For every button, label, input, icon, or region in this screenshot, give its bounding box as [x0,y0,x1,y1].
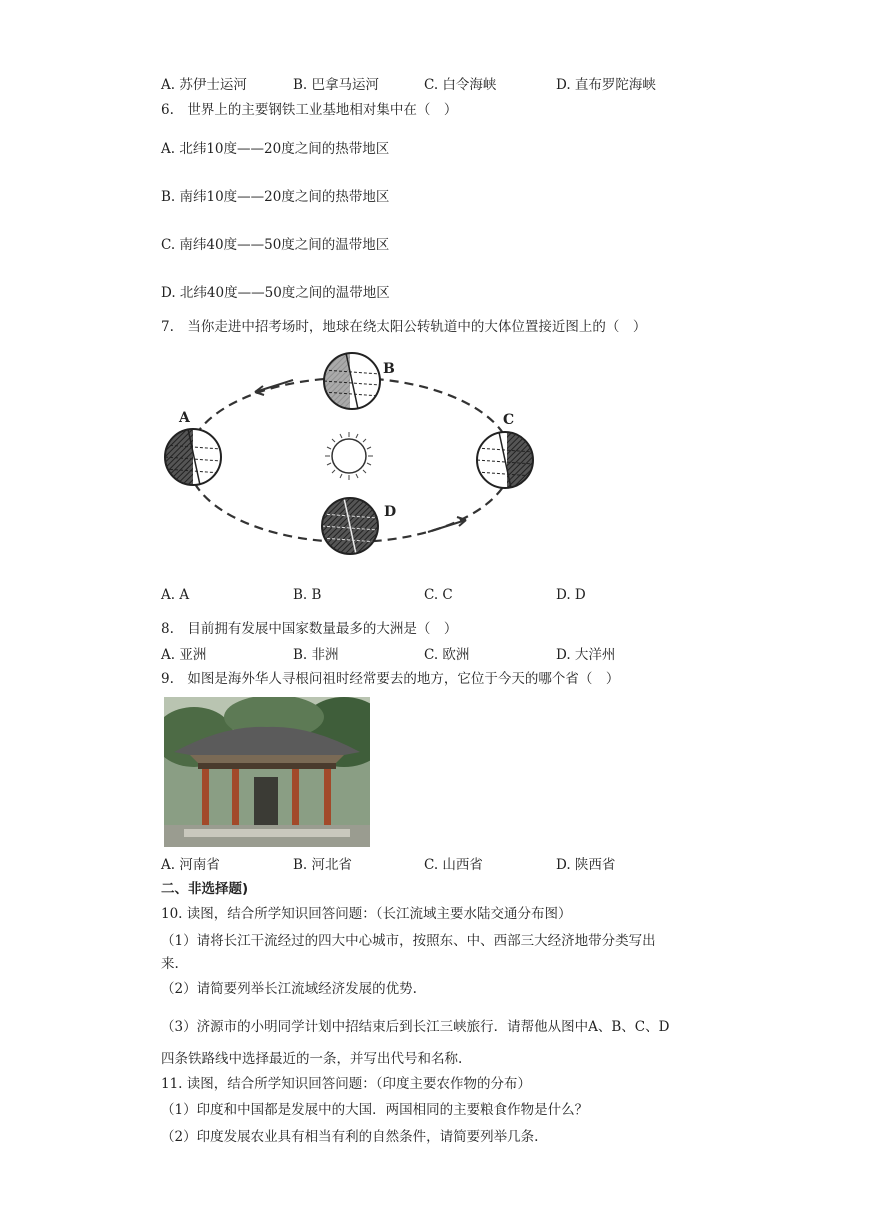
q6-option-a: A. 北纬10度——20度之间的热带地区 [161,141,390,157]
earth-position-c [477,432,535,488]
q10-stem: 10. 读图，结合所学知识回答问题：（长江流域主要水陆交通分布图） [161,906,572,922]
earth-orbit-diagram [160,348,540,563]
q8-option-c: C. 欧洲 [424,647,470,663]
q10-part2: （2）请简要列举长江流域经济发展的优势. [161,981,417,997]
label-d: D [384,504,397,520]
q8-option-a: A. 亚洲 [161,647,207,663]
q11-stem: 11. 读图，结合所学知识回答问题：（印度主要农作物的分布） [161,1076,532,1092]
q10-part3-line1: （3）济源市的小明同学计划中招结束后到长江三峡旅行．请帮他从图中A、B、C、D [161,1019,670,1035]
q7-option-b: B. B [293,587,322,603]
q7-stem: 7. 当你走进中招考场时，地球在绕太阳公转轨道中的大体位置接近图上的（ ） [161,319,647,335]
label-a: A [179,410,190,426]
q5-option-a: A. 苏伊士运河 [161,77,247,93]
q10-part1-line2: 来. [161,956,179,972]
q9-option-a: A. 河南省 [161,857,220,873]
pavilion-photo [164,697,370,847]
q5-option-d: D. 直布罗陀海峡 [556,77,656,93]
section-heading: 二、非选择题) [161,881,249,897]
q9-option-c: C. 山西省 [424,857,483,873]
q5-option-b: B. 巴拿马运河 [293,77,380,93]
q7-option-d: D. D [556,587,586,603]
earth-position-a [165,429,221,485]
q11-part1: （1）印度和中国都是发展中的大国．两国相同的主要粮食作物是什么？ [161,1102,589,1118]
q6-option-c: C. 南纬40度——50度之间的温带地区 [161,237,390,253]
q10-part3-line2: 四条铁路线中选择最近的一条，并写出代号和名称. [161,1051,463,1067]
q8-stem: 8. 目前拥有发展中国家数量最多的大洲是（ ） [161,621,458,637]
q6-option-b: B. 南纬10度——20度之间的热带地区 [161,189,390,205]
q7-option-a: A. A [161,587,190,603]
sun-icon [325,432,373,480]
q10-part1-line1: （1）请将长江干流经过的四大中心城市，按照东、中、西部三大经济地带分类写出 [161,933,656,949]
orbit-arrow-top [255,380,293,392]
q8-option-d: D. 大洋州 [556,647,616,663]
q9-option-d: D. 陕西省 [556,857,616,873]
q9-stem: 9. 如图是海外华人寻根问祖时经常要去的地方，它位于今天的哪个省（ ） [161,671,620,687]
q11-part2: （2）印度发展农业具有相当有利的自然条件，请简要列举几条. [161,1129,539,1145]
q7-option-c: C. C [424,587,453,603]
label-c: C [503,412,515,428]
earth-position-d [322,498,378,554]
q6-stem: 6. 世界上的主要钢铁工业基地相对集中在（ ） [161,102,458,118]
q9-option-b: B. 河北省 [293,857,353,873]
q6-option-d: D. 北纬40度——50度之间的温带地区 [161,285,390,301]
q5-option-c: C. 白令海峡 [424,77,497,93]
earth-position-b [324,353,380,409]
q8-option-b: B. 非洲 [293,647,339,663]
label-b: B [383,361,395,377]
